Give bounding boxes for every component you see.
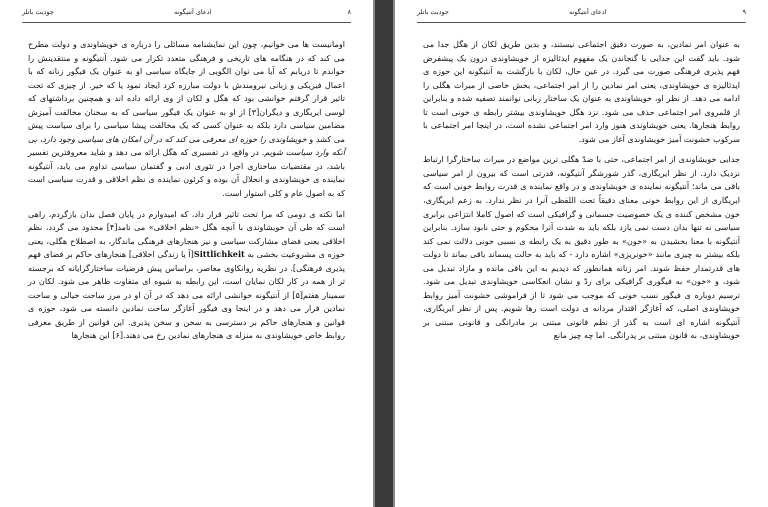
right-page-header bbox=[417, 8, 746, 20]
left-page bbox=[0, 0, 373, 507]
right-paragraph-1: به عنوان امر نمادین، به صورت دقیق اجتماعی نیستند، و بدین طریق لکان از هگل جدا می شود. باید گفت این جدایی با گنجاندن یک مفهوم ایدئالیزه از خویشاوندی درون یک پیشفرض فهم پذیری فرهنگی صورت می گیرد. در عین حال، لکان با بازگشت به آنتیگونه این حوزه ی ایدئالیزه ی خویشاوندی، یعنی امر نمادین را از امر اجتماعی، بخش خاصی از میراث هگلی را ادامه می دهد. از نظر او، خویشاوندی به عنوان یک ساختار زبانی توانمند تصفیه شده و بنابراین از قلمروی امر اجتماعی حذف می شود. نزد هگل خویشاوندی بیشتر رابطه ی خونی است تا روابط هنجارها. یعنی خویشاوندی هنوز وارد امر اجتماعی نشده است، در اینجا امر اجتماعی با سرکوب خشونت آمیز خویشاوندی آغاز می شود. bbox=[423, 39, 740, 144]
left-running-author: جودیث باتلر bbox=[22, 8, 54, 16]
left-header-rule bbox=[22, 22, 351, 23]
left-page-number: ۸ bbox=[347, 8, 351, 16]
right-running-title: ادعای آنتیگونه bbox=[569, 8, 607, 16]
right-page bbox=[395, 0, 768, 507]
right-page-number: ۹ bbox=[742, 8, 746, 16]
right-header-rule bbox=[417, 22, 746, 23]
left-running-title: ادعای آنتیگونه bbox=[174, 8, 212, 16]
right-running-author: جودیث باتلر bbox=[417, 8, 449, 16]
gutter-edge-left bbox=[373, 0, 375, 507]
left-paragraph-2-text-b: [آ یا زندگی اخلاقی] هنجارهای حاکم بر فضای فهم پذیری فرهنگی]. در نظریه روانکاوی معاصر، براساس پیش فرضیات ساختارگرایانه که برجسته تر از همه در کار لکان نمایان است، این رابطه به شیوه ای متفاوت ظاهر می شود. لکان در سمینار هفتم[۵] از آنتیگونه خوانشی ارائه می دهد که در آن او در مرز ساحت خیالی و ساحت نمادین قرار می دهد و در اینجا وی فیگور آغازگر ساحت نمادین دانسته می شود، حوزه ی قوانین و هنجارهای حاکم بر دسترسی به سخن و سخن پذیری. این قوانین از طریق معرفی روابط خاص خویشاوندی به منزله ی هنجارهای نمادین رخ می دهند.[۶] این هنجارها bbox=[28, 249, 345, 341]
left-paragraph-1-text-b: در واقع، در تفسیری که هگل ارائه می دهد و شاید معروفترین تفسیر باشد، در مقتضیات ساختاری اجرا در تئوری ادبی و گفتمان سیاسی تداوم می یابد، آنتیگونه نماینده ی خویشاوندی و انحلال آن بوده و کرئون نماینده ی نظم اخلاقی و قدرت سیاسی است که به اصول عام و کلی استوار است. bbox=[28, 147, 345, 199]
left-paragraph-1 bbox=[28, 38, 345, 201]
left-paragraph-2-text-a: اما نکته ی دومی که مرا تحت تاثیر قرار داد، که امیدوارم در پایان فصل بدان بازگردم، راهی است که طی آن خویشاوندی با آنچه هگل «نظم اخلاقی» می نامد[۴] محدود می گردد، نظم اخلاقی یعنی فضای مشارکت سیاسی و نیز هنجارهای فرهنگی ماندگار، به اصطلاح هگلی، یعنی حوزه ی مشروعیت بخشی به bbox=[28, 208, 345, 260]
left-paragraph-2 bbox=[28, 208, 345, 343]
left-page-body bbox=[28, 38, 345, 343]
left-page-header bbox=[22, 8, 351, 20]
sittlichkeit-term: Sittlichkeit bbox=[193, 249, 245, 260]
left-paragraph-1-text-a: اومانیست ها می خوانیم، چون این نمایشنامه مسائلی را درباره ی خویشاوندی و دولت مطرح می کند که در هنگامه های تاریخی و فرهنگی متعدد تکرار می شود. آنتیگونه و منتقدینش را خواندم تا دریابم که آیا می توان الگویی از جایگاه سیاسی او به عنوان یک فیگور زنانه که با اعمال فیزیکی و زبانی نیرومندش با دولت مبارزه کرد ایجاد نمود یا که خیر. از چیزی که تحت تاثیر قرار گرفتم خوانشی بود که هگل و لکان از وی ارائه داده اند و همچنین برداشتهای که لوسی ایریگاری و دیگران[۳] از او به عنوان یک فیگور سیاسی که به سخنان مخالفت آمیزش مضامین سیاسی دارد بلکه به عنوان کسی که یک مخالفت پیشا سیاسی را برای سیاست پیش می کشد و bbox=[28, 39, 345, 144]
right-page-body bbox=[423, 38, 740, 343]
book-gutter bbox=[373, 0, 395, 507]
left-paragraph-1-italic-text: خویشاوندی را حوزه ای معرفی می کند که در آن امکان های سیاسی وجود دارد، بی آنکه وارد سیاست شویم. bbox=[28, 133, 345, 158]
right-paragraph-2: جدایی خویشاوندی از امر اجتماعی، حتی با ضدّ هگلی ترین مواضع در میراث ساختارگرا ارتباط نزدیک دارد. از نظر ایریگاری، گذر شورشگر آنتیگونه، قدرتی است که بیرون از امر سیاسی باقی می ماند؛ آنتیگونه نماینده ی خویشاوندی و در واقع نماینده ی قدرت روابط خونی است که ایریگاری از این روابط خونی معنای دقیقاً تحت اللفظی آنرا در نظر ندارد. به زعم ایریگاری، خون مشخص کننده ی یک خصوصیت جسمانی و گرافیکی است که اصول کاملا انتزاعی برابری سیاسی نه تنها بدان دست نمی یازد بلکه باید به شدت آنرا محکوم و حتی نابود سازد. بنابراین آنتیگونه با معنا بخشیدن به «خون» به طور دقیق به یک رابطه ی نسبی خونی دلالت نمی کند بلکه بیشتر به چیزی مانند «خونریزی» اشاره دارد - که باید به حالت پسماند باقی بماند تا دولت های قدرتمدار حفظ شوند. امر زنانه همانطور که دیدیم به این باقی مانده و مازاد تبدیل می شود، و «خون» به فیگوری گرافیکی برای ردّ و نشان انعکاسی خویشاوندی تبدیل می شود. ترسیم دوباره ی فیگور نسب خونی که موجب می شود تا از فراموشی خشونت آمیز روابط خویشاوندی اصلی، که آغازگر اقتدار مردانه ی دولت است رها شویم. پس از نظر ایریگاری، آنتیگونه اشاره ای است به گذر از نظم قانونی مبتنی بر مادرانگی و قانونی مبتنی بر خویشاوندی، به قانون مبتنی بر پدرانگی. اما چه چیز مانع bbox=[423, 154, 740, 341]
